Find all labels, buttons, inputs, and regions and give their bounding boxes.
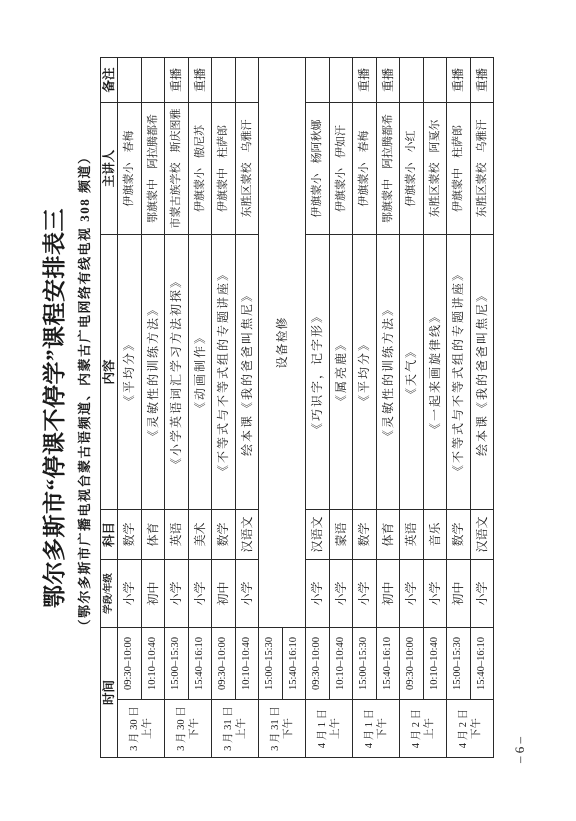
date-label: 3 月 31 日 — [223, 706, 234, 751]
time-cell: 15:40–16:10 — [470, 627, 494, 699]
level-cell: 小学 — [118, 559, 142, 627]
lecturer-school: 鄂旗蒙中 — [381, 178, 394, 223]
lecturer-cell — [235, 102, 259, 234]
note-cell — [118, 57, 142, 102]
lecturer-school: 伊旗蒙小 — [193, 167, 206, 212]
lecturer-school: 伊旗蒙小 — [358, 162, 371, 207]
note-cell — [306, 57, 330, 102]
lecturer-name: 傲尼苏 — [193, 124, 206, 158]
table-row — [470, 57, 494, 757]
header-level: 学段/年级 — [101, 559, 118, 627]
lecturer-cell — [376, 102, 400, 234]
level-cell: 小学 — [188, 559, 212, 627]
lecturer-cell — [165, 102, 189, 234]
lecturer-school: 东胜区蒙校 — [240, 162, 253, 218]
page-number: – 6 – — [512, 737, 527, 763]
level-cell: 小学 — [400, 559, 424, 627]
time-cell: 10:10–10:40 — [423, 627, 447, 699]
content-cell: 《灵敏性的训练方法》 — [376, 234, 400, 509]
date-cell — [400, 700, 447, 758]
note-cell — [212, 57, 236, 102]
subject-cell: 数学 — [447, 509, 471, 559]
period-label: 上午 — [142, 718, 153, 739]
table-row — [447, 57, 471, 757]
note-cell: 重播 — [353, 57, 377, 102]
subject-cell: 美术 — [188, 509, 212, 559]
lecturer-school: 东胜区蒙校 — [428, 162, 441, 218]
subject-cell: 英语 — [165, 509, 189, 559]
time-cell: 15:00–15:30 — [353, 627, 377, 699]
content-cell: 《一起来画旋律线》 — [423, 234, 447, 509]
level-cell: 初中 — [141, 559, 165, 627]
lecturer-cell — [470, 102, 494, 234]
table-row — [165, 57, 189, 757]
lecturer-name: 柱萨郎 — [452, 124, 465, 158]
maintenance-cell: 设备检修 — [259, 57, 306, 627]
lecturer-cell — [212, 102, 236, 234]
time-cell: 15:40–16:10 — [376, 627, 400, 699]
table-row — [212, 57, 236, 757]
lecturer-school: 伊旗蒙小 — [123, 162, 136, 207]
date-cell — [353, 700, 400, 758]
lecturer-school: 伊旗蒙小 — [334, 167, 347, 212]
time-cell: 10:10–10:40 — [235, 627, 259, 699]
content-cell: 绘本课《我的爸爸叫焦尼》 — [470, 234, 494, 509]
table-header-row — [101, 57, 118, 757]
table-row — [118, 57, 142, 757]
level-cell: 小学 — [423, 559, 447, 627]
subject-cell: 数学 — [212, 509, 236, 559]
lecturer-name: 春梅 — [358, 130, 371, 153]
header-lecturer: 主讲人 — [101, 102, 118, 234]
lecturer-name: 柱萨郎 — [217, 124, 230, 158]
date-label: 4 月 1 日 — [364, 708, 375, 749]
level-cell: 小学 — [353, 559, 377, 627]
level-cell: 初中 — [376, 559, 400, 627]
content-cell: 《巧识字，记字形》 — [306, 234, 330, 509]
lecturer-name: 阿拉腾都希 — [146, 113, 159, 169]
lecturer-cell — [400, 102, 424, 234]
date-cell — [447, 700, 494, 758]
lecturer-school: 伊旗蒙中 — [452, 167, 465, 212]
date-label: 3 月 30 日 — [129, 706, 140, 751]
level-cell: 初中 — [447, 559, 471, 627]
content-cell: 绘本课《我的爸爸叫焦尼》 — [235, 234, 259, 509]
lecturer-name: 春梅 — [123, 130, 136, 153]
table-row — [141, 57, 165, 757]
period-label: 下午 — [377, 718, 388, 739]
content-cell: 《小学英语词汇学习方法初探》 — [165, 234, 189, 509]
lecturer-cell — [118, 102, 142, 234]
note-cell — [141, 57, 165, 102]
note-cell: 重播 — [165, 57, 189, 102]
table-row — [329, 57, 353, 757]
note-cell: 重播 — [447, 57, 471, 102]
lecturer-school: 东胜区蒙校 — [475, 162, 488, 218]
lecturer-cell — [353, 102, 377, 234]
table-row — [376, 57, 400, 757]
subject-cell: 音乐 — [423, 509, 447, 559]
lecturer-name: 乌雅汗 — [475, 119, 488, 153]
table-row — [423, 57, 447, 757]
header-subject: 科目 — [101, 509, 118, 559]
time-cell: 09:30–10:00 — [118, 627, 142, 699]
page-title: 鄂尔多斯市“停课不停学”课程安排表三 — [42, 208, 67, 608]
note-cell: 重播 — [188, 57, 212, 102]
date-label: 3 月 30 日 — [176, 706, 187, 751]
subject-cell: 数学 — [353, 509, 377, 559]
time-cell: 15:40–16:10 — [188, 627, 212, 699]
time-cell: 09:30–10:00 — [400, 627, 424, 699]
lecturer-cell — [141, 102, 165, 234]
period-label: 上午 — [236, 718, 247, 739]
content-cell: 《平均分》 — [353, 234, 377, 509]
date-cell — [212, 700, 259, 758]
period-label: 下午 — [471, 718, 482, 739]
time-cell: 10:10–10:40 — [141, 627, 165, 699]
subject-cell: 汉语文 — [306, 509, 330, 559]
period-label: 上午 — [330, 718, 341, 739]
lecturer-cell — [188, 102, 212, 234]
content-cell: 《动画制作》 — [188, 234, 212, 509]
date-cell — [306, 700, 353, 758]
time-cell: 09:30–10:00 — [212, 627, 236, 699]
content-cell: 《天气》 — [400, 234, 424, 509]
level-cell: 小学 — [235, 559, 259, 627]
lecturer-cell — [423, 102, 447, 234]
subject-cell: 数学 — [118, 509, 142, 559]
date-cell — [118, 700, 165, 758]
table-row — [400, 57, 424, 757]
header-content: 内容 — [101, 234, 118, 509]
lecturer-name: 小红 — [405, 130, 418, 153]
subject-cell: 蒙语 — [329, 509, 353, 559]
page-subtitle: （鄂尔多斯市广播电视台蒙古语频道、内蒙古广电网络有线电视 308 频道） — [77, 149, 92, 633]
lecturer-school: 鄂旗蒙中 — [146, 178, 159, 223]
header-time: 时间 — [101, 627, 118, 757]
level-cell: 小学 — [306, 559, 330, 627]
period-label: 下午 — [283, 718, 294, 739]
time-cell: 15:00–15:30 — [447, 627, 471, 699]
lecturer-school: 伊旗蒙小 — [405, 162, 418, 207]
date-label: 4 月 2 日 — [411, 708, 422, 749]
date-cell — [165, 700, 212, 758]
subject-cell: 汉语文 — [235, 509, 259, 559]
date-cell — [259, 700, 306, 758]
lecturer-school: 伊旗蒙中 — [217, 167, 230, 212]
note-cell — [329, 57, 353, 102]
lecturer-name: 阿戛尔 — [428, 119, 441, 153]
table-row — [306, 57, 330, 757]
note-cell — [400, 57, 424, 102]
lecturer-cell — [306, 102, 330, 234]
content-cell: 《属亮鹿》 — [329, 234, 353, 509]
time-cell: 15:40–16:10 — [282, 627, 306, 699]
lecturer-name: 乌雅汗 — [240, 119, 253, 153]
lecturer-name: 阿拉腾都希 — [381, 113, 394, 169]
note-cell: 重播 — [376, 57, 400, 102]
content-cell: 《不等式与不等式组的专题讲座》 — [447, 234, 471, 509]
subject-cell: 体育 — [141, 509, 165, 559]
period-label: 下午 — [189, 718, 200, 739]
lecturer-name: 斯庆图雅 — [170, 108, 183, 153]
date-label: 4 月 1 日 — [317, 708, 328, 749]
lecturer-name: 伊如汗 — [334, 124, 347, 158]
note-cell: 重播 — [470, 57, 494, 102]
level-cell: 小学 — [329, 559, 353, 627]
content-cell: 《灵敏性的训练方法》 — [141, 234, 165, 509]
table-row — [353, 57, 377, 757]
time-cell: 15:00–15:30 — [165, 627, 189, 699]
date-label: 4 月 2 日 — [458, 708, 469, 749]
header-note: 备注 — [101, 57, 118, 102]
note-cell — [423, 57, 447, 102]
time-cell: 09:30–10:00 — [306, 627, 330, 699]
note-cell — [235, 57, 259, 102]
table-row — [235, 57, 259, 757]
subject-cell: 汉语文 — [470, 509, 494, 559]
time-cell: 15:00–15:30 — [259, 627, 283, 699]
level-cell: 小学 — [165, 559, 189, 627]
schedule-table — [100, 57, 494, 758]
subject-cell: 体育 — [376, 509, 400, 559]
table-row — [188, 57, 212, 757]
level-cell: 小学 — [470, 559, 494, 627]
lecturer-school: 市蒙古族学校 — [170, 162, 183, 229]
period-label: 上午 — [424, 718, 435, 739]
lecturer-name: 杨阿秋娜 — [311, 119, 324, 164]
content-cell: 《不等式与不等式组的专题讲座》 — [212, 234, 236, 509]
level-cell: 初中 — [212, 559, 236, 627]
lecturer-cell — [329, 102, 353, 234]
date-label: 3 月 31 日 — [270, 706, 281, 751]
time-cell: 10:10–10:40 — [329, 627, 353, 699]
lecturer-cell — [447, 102, 471, 234]
content-cell: 《平均分》 — [118, 234, 142, 509]
subject-cell: 英语 — [400, 509, 424, 559]
lecturer-school: 伊旗蒙小 — [311, 173, 324, 218]
table-row — [259, 57, 283, 757]
